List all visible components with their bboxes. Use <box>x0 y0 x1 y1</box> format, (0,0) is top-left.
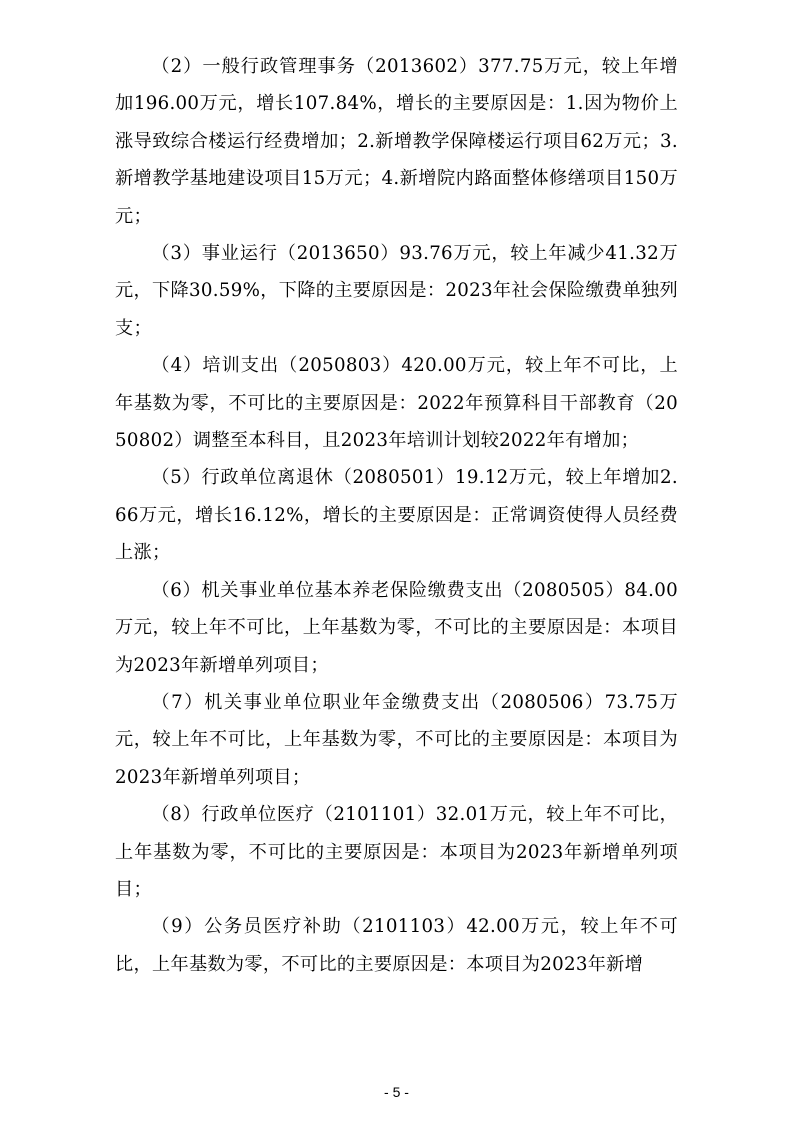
paragraph-training-expenditure: （4）培训支出（2050803）420.00万元，较上年不可比，上年基数为零，不可比的主要原因是：2022年预算科目干部教育（2050802）调整至本科目，且2023年培训计划较2022年有增加； <box>115 355 678 452</box>
paragraph-admin-retirement: （5）行政单位离退休（2080501）19.12万元，较上年增加2.66万元，增长16.12%，增长的主要原因是：正常调资使得人员经费上涨； <box>115 467 678 564</box>
paragraph-occupational-annuity: （7）机关事业单位职业年金缴费支出（2080506）73.75万元，较上年不可比，上年基数为零，不可比的主要原因是：本项目为2023年新增单列项目； <box>115 691 678 788</box>
paragraph-institution-operation: （3）事业运行（2013650）93.76万元，较上年减少41.32万元，下降30.59%，下降的主要原因是：2023年社会保险缴费单独列支； <box>115 243 678 339</box>
paragraph-general-admin-affairs: （2）一般行政管理事务（2013602）377.75万元，较上年增加196.00万元，增长107.84%，增长的主要原因是：1.因为物价上涨导致综合楼运行经费增加；2.新增教学保障楼运行项目62万元；3.新增教学基地建设项目15万元；4.新增院内路面整体修缮项目150万元； <box>115 56 678 227</box>
page-number: - 5 - <box>384 1084 409 1100</box>
paragraph-civil-servant-medical-subsidy: （9）公务员医疗补助（2101103）42.00万元，较上年不可比，上年基数为零，不可比的主要原因是：本项目为2023年新增 <box>115 916 678 975</box>
paragraph-admin-medical: （8）行政单位医疗（2101101）32.01万元，较上年不可比，上年基数为零，不可比的主要原因是：本项目为2023年新增单列项目； <box>115 804 678 900</box>
paragraph-basic-pension-insurance: （6）机关事业单位基本养老保险缴费支出（2080505）84.00万元，较上年不可比，上年基数为零，不可比的主要原因是：本项目为2023年新增单列项目； <box>115 579 678 676</box>
